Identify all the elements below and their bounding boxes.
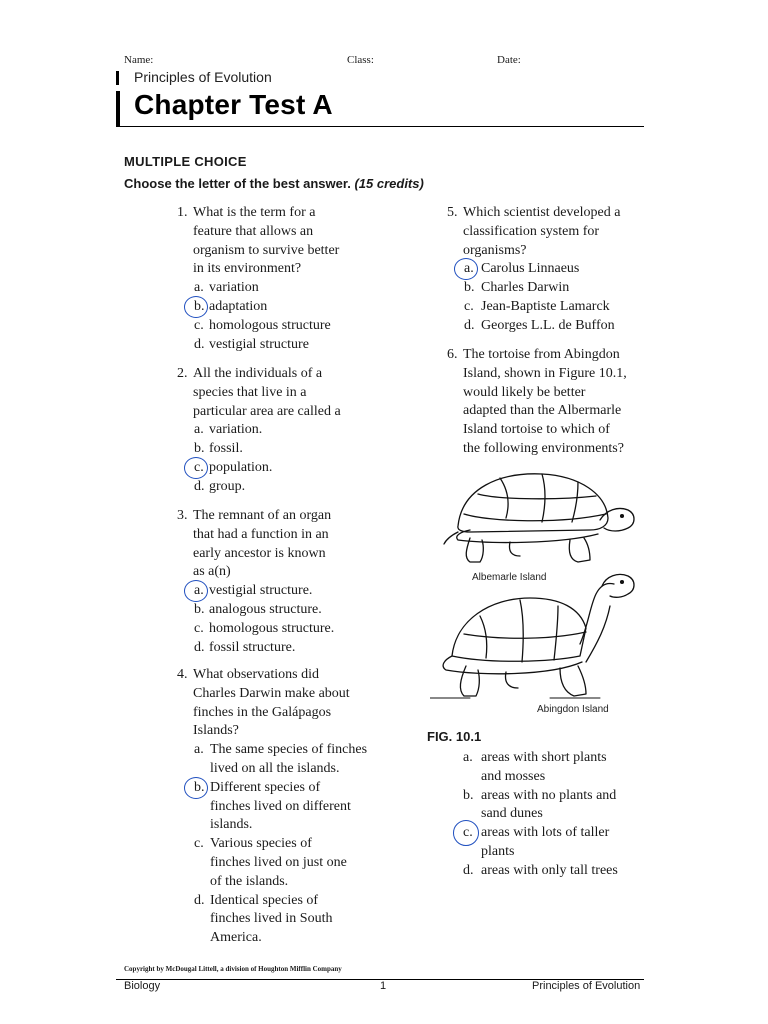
option-letter: d.	[194, 892, 205, 908]
credits-text: (15 credits)	[354, 176, 424, 191]
option-text: vestigial structure.	[209, 583, 313, 599]
option-text: finches lived on different	[210, 798, 351, 814]
question-stem-line: The remnant of an organ	[193, 508, 332, 523]
option-text: population.	[209, 460, 273, 475]
option-text: sand dunes	[481, 806, 543, 822]
option-text: adaptation	[209, 299, 268, 314]
question-stem-line: Islands?	[193, 723, 239, 739]
subtitle-bar	[116, 71, 119, 85]
option-text: areas with no plants and	[481, 787, 617, 803]
question-stem-line: Charles Darwin make about	[193, 685, 350, 701]
date-label: Date:	[497, 54, 521, 66]
option-letter: b.	[194, 779, 205, 795]
option-text: finches lived on just one	[210, 854, 347, 870]
option-letter: a.	[194, 583, 204, 599]
question-stem-line: would likely be better	[463, 384, 586, 400]
option-text: of the islands.	[210, 873, 289, 889]
option-text: variation	[209, 280, 259, 296]
question-number: 5.	[447, 205, 458, 220]
option-letter: a.	[194, 742, 204, 758]
option-letter: b.	[194, 602, 205, 617]
figure-label: FIG. 10.1	[427, 729, 482, 744]
instruction-text: Choose the letter of the best answer.	[124, 176, 351, 191]
option-letter: d.	[464, 317, 475, 333]
option-text: areas with lots of taller	[481, 825, 610, 841]
option-letter: d.	[194, 478, 205, 494]
option-text: variation.	[209, 422, 263, 438]
option-letter: b.	[194, 441, 205, 457]
option-letter: c.	[194, 836, 204, 852]
option-text: Different species of	[210, 779, 321, 795]
copyright-notice: Copyright by McDougal Littell, a division of Houghton Mifflin Company	[124, 965, 342, 973]
question-stem-line: the following environments?	[463, 441, 624, 456]
pen-circle-mark	[454, 258, 478, 280]
question-number: 2.	[177, 366, 188, 381]
option-text: islands.	[210, 817, 253, 833]
option-text: The same species of finches	[210, 742, 368, 758]
question-stem-line: Which scientist developed a	[463, 205, 621, 220]
section-heading: MULTIPLE CHOICE	[124, 154, 247, 169]
question-stem-line: organism to survive better	[193, 242, 340, 258]
page-title: Chapter Test A	[134, 89, 333, 120]
question-stem-line: Island, shown in Figure 10.1,	[463, 365, 627, 381]
option-letter: b.	[194, 299, 205, 314]
option-text: vestigial structure	[209, 336, 309, 352]
option-letter: b.	[463, 787, 474, 803]
question-number: 3.	[177, 508, 188, 523]
pen-circle-mark	[184, 580, 208, 602]
question-number: 4.	[177, 667, 188, 682]
option-text: areas with only tall trees	[481, 862, 618, 878]
question-stem-line: particular area are called a	[193, 403, 341, 419]
option-text: plants	[481, 843, 515, 859]
option-letter: d.	[194, 336, 205, 352]
instructions	[124, 176, 424, 191]
footer-subject: Biology	[124, 980, 161, 992]
question-stem-line: in its environment?	[193, 261, 302, 277]
option-text: Various species of	[210, 836, 312, 852]
chapter-subtitle: Principles of Evolution	[134, 69, 272, 85]
option-letter: c.	[194, 620, 204, 636]
option-letter: c.	[194, 460, 204, 475]
option-text: America.	[210, 930, 262, 946]
option-text: fossil.	[209, 441, 243, 457]
question-number: 1.	[177, 205, 188, 220]
question-stem-line: as a(n)	[193, 564, 231, 580]
option-text: homologous structure.	[209, 620, 335, 636]
pen-circle-mark	[184, 296, 208, 318]
option-text: Georges L.L. de Buffon	[481, 317, 615, 333]
question-stem-line: adapted than the Albermarle	[463, 403, 622, 419]
option-letter: c.	[463, 825, 473, 841]
option-letter: b.	[464, 280, 475, 296]
option-text: Carolus Linnaeus	[481, 261, 580, 277]
question-stem-line: feature that allows an	[193, 223, 314, 239]
option-text: fossil structure.	[209, 639, 296, 655]
option-letter: d.	[463, 862, 474, 878]
option-text: and mosses	[481, 768, 546, 784]
option-text: homologous structure	[209, 317, 331, 333]
option-letter: c.	[194, 317, 204, 333]
question-stem-line: organisms?	[463, 242, 527, 258]
option-letter: a.	[463, 750, 473, 765]
albemarle-tortoise-drawing	[444, 474, 634, 562]
question-stem-line: finches in the Galápagos	[193, 704, 332, 720]
option-text: Identical species of	[210, 892, 319, 908]
pen-circle-mark	[184, 457, 208, 479]
option-letter: a.	[464, 261, 474, 277]
tortoise-figure	[430, 466, 640, 726]
figure-caption-abingdon: Abingdon Island	[537, 704, 609, 715]
title-divider	[116, 126, 644, 127]
question-stem-line: The tortoise from Abingdon	[463, 347, 620, 362]
option-text: group.	[209, 478, 246, 494]
option-text: areas with short plants	[481, 750, 607, 765]
page-number: 1	[380, 980, 387, 992]
question-number: 6.	[447, 347, 458, 362]
question-stem-line: What is the term for a	[193, 205, 316, 220]
footer-chapter: Principles of Evolution	[532, 980, 641, 992]
figure-caption-albemarle: Albemarle Island	[472, 572, 547, 583]
option-letter: a.	[194, 422, 204, 438]
question-stem-line: All the individuals of a	[193, 366, 323, 381]
option-text: finches lived in South	[210, 911, 333, 927]
question-stem-line: classification system for	[463, 223, 600, 239]
question-stem-line: What observations did	[193, 667, 319, 682]
pen-circle-mark	[184, 777, 208, 799]
option-letter: d.	[194, 639, 205, 655]
option-text: Jean-Baptiste Lamarck	[481, 299, 610, 314]
option-text: lived on all the islands.	[210, 760, 340, 776]
option-letter: c.	[464, 299, 474, 314]
question-stem-line: species that live in a	[193, 384, 307, 400]
title-bar	[116, 91, 120, 127]
option-letter: a.	[194, 280, 204, 296]
question-stem-line: Island tortoise to which of	[463, 422, 610, 438]
class-label: Class:	[347, 54, 374, 66]
question-stem-line: early ancestor is known	[193, 545, 326, 561]
abingdon-tortoise-drawing	[430, 574, 634, 698]
pen-circle-mark	[453, 820, 479, 846]
option-text: analogous structure.	[209, 602, 322, 617]
question-stem-line: that had a function in an	[193, 526, 329, 542]
option-text: Charles Darwin	[481, 280, 570, 296]
name-label: Name:	[124, 54, 154, 66]
